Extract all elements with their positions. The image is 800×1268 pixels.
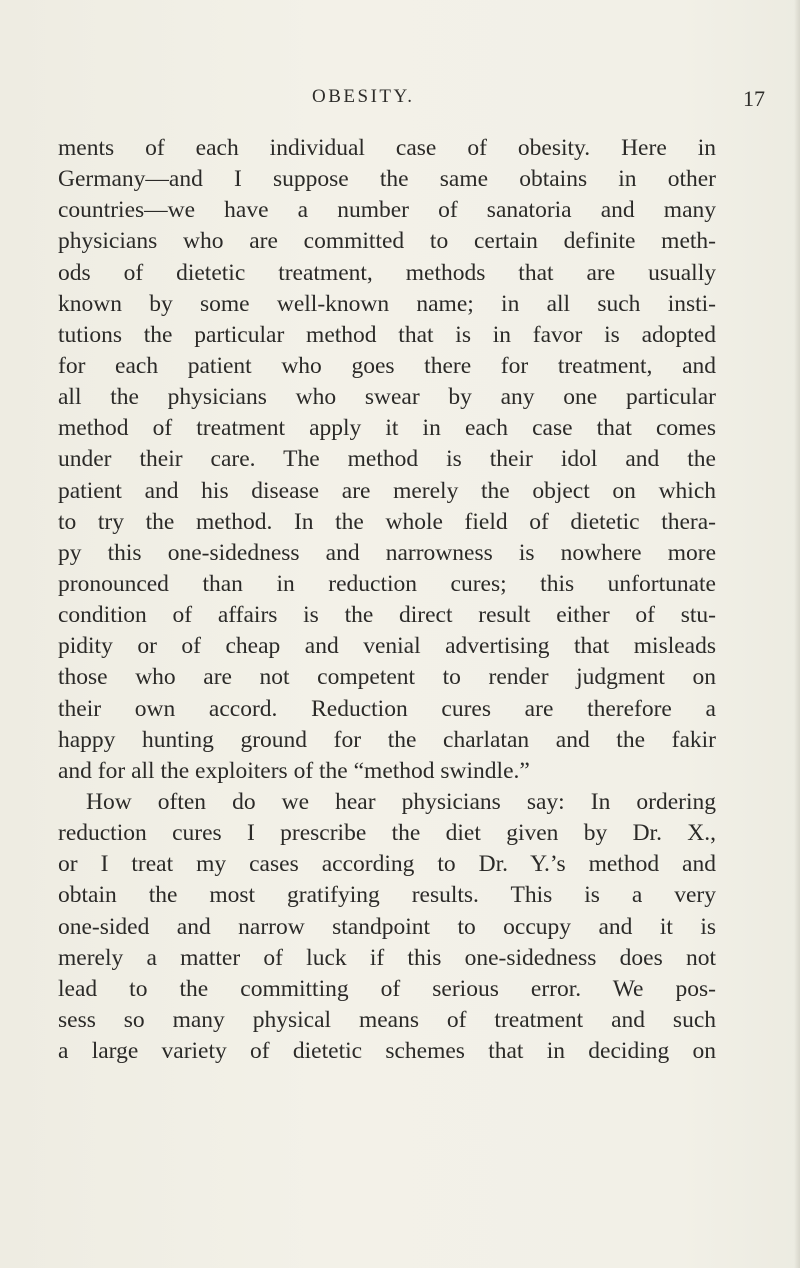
text-line: countries—we have a number of sanatoria and many: [58, 197, 716, 224]
text-line: condition of affairs is the direct result either of stu-: [58, 602, 716, 629]
body-text: [58, 133, 716, 1067]
text-line: physicians who are committed to certain definite meth-: [58, 228, 716, 255]
text-line: reduction cures I prescribe the diet given by Dr. X.,: [58, 820, 716, 847]
text-line: patient and his disease are merely the object on which: [58, 477, 716, 504]
text-line: tutions the particular method that is in favor is adopted: [58, 321, 716, 348]
running-head: [0, 86, 800, 116]
text-line: How often do we hear physicians say: In ordering: [86, 788, 716, 815]
text-line: or I treat my cases according to Dr. Y.’s method and: [58, 851, 716, 878]
page-number: 17: [743, 86, 765, 111]
text-line: for each patient who goes there for treatment, and: [58, 352, 716, 379]
text-line: their own accord. Reduction cures are therefore a: [58, 695, 716, 722]
text-line: py this one-sidedness and narrowness is nowhere more: [58, 539, 716, 566]
text-line: merely a matter of luck if this one-sidedness does not: [58, 944, 716, 971]
text-line: happy hunting ground for the charlatan and the fakir: [58, 726, 716, 753]
text-line: sess so many physical means of treatment and such: [58, 1006, 716, 1033]
text-line: pronounced than in reduction cures; this unfortunate: [58, 570, 716, 597]
text-line: known by some well-known name; in all such insti-: [58, 290, 716, 317]
text-line: ments of each individual case of obesity. Here in: [58, 135, 716, 161]
text-line: pidity or of cheap and venial advertising that misleads: [58, 633, 716, 660]
page-edge-shadow: [794, 0, 800, 1268]
text-line: and for all the exploiters of the “method swindle.”: [58, 757, 530, 784]
paragraph-2: [58, 787, 716, 1067]
text-line: under their care. The method is their idol and the: [58, 446, 716, 473]
text-line: all the physicians who swear by any one particular: [58, 384, 716, 411]
text-line: one-sided and narrow standpoint to occupy and it is: [58, 913, 716, 940]
text-line: Germany—and I suppose the same obtains in other: [58, 166, 716, 193]
text-line: lead to the committing of serious error. We pos-: [58, 975, 716, 1002]
text-line: obtain the most gratifying results. This is a very: [58, 882, 716, 909]
text-line: method of treatment apply it in each case that comes: [58, 415, 716, 442]
text-line: those who are not competent to render judgment on: [58, 664, 716, 691]
text-line: to try the method. In the whole field of dietetic thera-: [58, 508, 716, 535]
text-line: a large variety of dietetic schemes that in deciding on: [58, 1038, 716, 1065]
text-line: ods of dietetic treatment, methods that are usually: [58, 259, 716, 286]
paragraph-1: [58, 133, 716, 787]
running-title: OBESITY.: [312, 86, 415, 107]
